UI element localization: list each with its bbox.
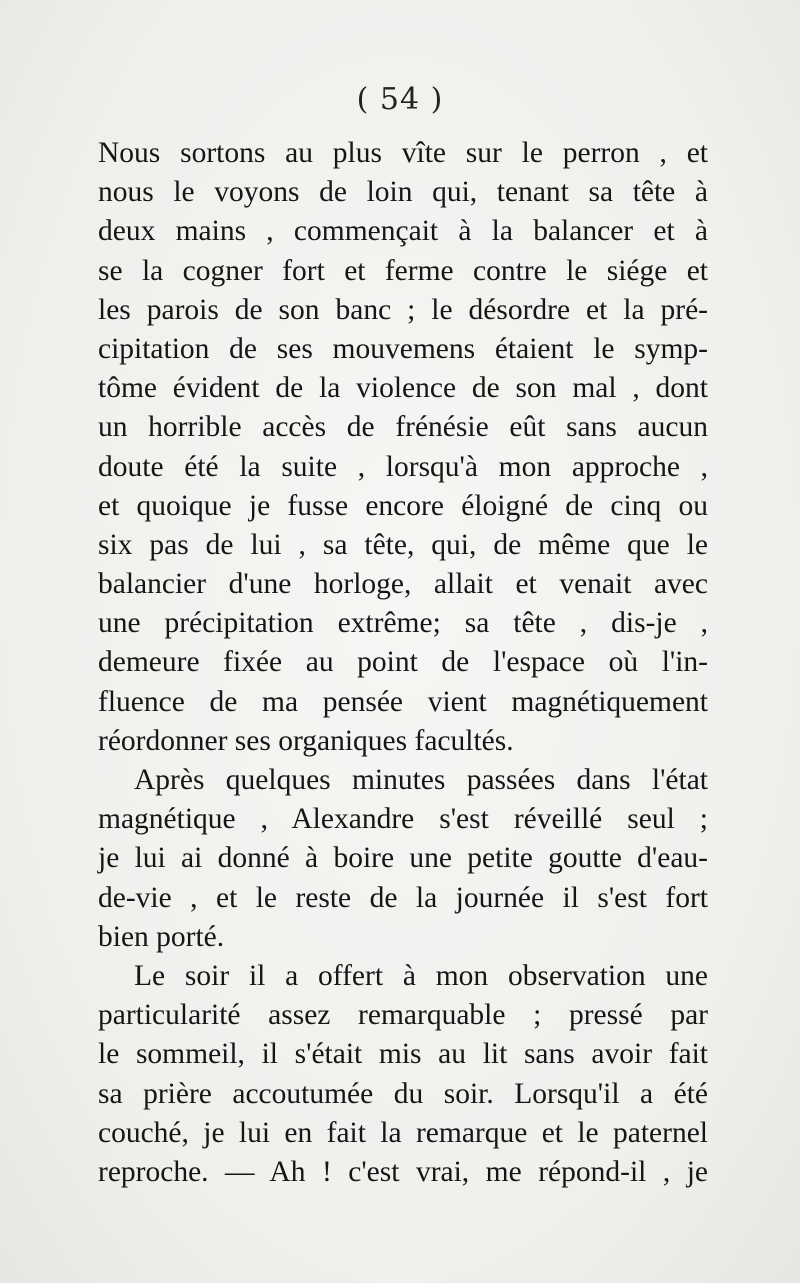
text-line: sa prière accoutumée du soir. Lorsqu'il a été [98,1077,708,1110]
text-line: balancier d'une horloge, allait et venait avec [98,568,708,601]
text-line: réordonner ses organiques facultés. [98,724,514,757]
text-line: reproche. — Ah ! c'est vrai, me répond-il , je [98,1155,708,1188]
text-line: Nous sortons au plus vîte sur le perron , et [98,137,708,169]
text-line: doute été la suite , lorsqu'à mon approche , [98,450,708,483]
text-line: le sommeil, il s'était mis au lit sans avoir fait [98,1038,708,1071]
text-line: et quoique je fusse encore éloigné de cinq ou [98,489,708,522]
text-line: six pas de lui , sa tête, qui, de même que le [98,528,708,561]
text-line: les parois de son banc ; le désordre et la pré- [98,293,708,326]
text-line: je lui ai donné à boire une petite goutte d'eau- [98,842,708,875]
text-line: bien porté. [98,920,225,953]
text-line: particularité assez remarquable ; pressé par [98,999,708,1032]
text-line: magnétique , Alexandre s'est réveillé seul ; [98,803,708,836]
text-line: se la cogner fort et ferme contre le siége et [98,254,708,287]
page-number: ( 54 ) [356,82,444,117]
text-line: tôme évident de la violence de son mal , dont [98,372,708,405]
text-line: fluence de ma pensée vient magnétiquement [98,685,708,718]
text-line: Après quelques minutes passées dans l'état [134,764,708,796]
text-line: Le soir il a offert à mon observation une [134,959,708,992]
text-line: une précipitation extrême; sa tête , dis-je , [98,607,708,640]
body-text [98,134,708,1192]
text-line: nous le voyons de loin qui, tenant sa tête à [98,176,708,209]
text-line: cipitation de ses mouvemens étaient le symp- [98,332,708,365]
text-line: couché, je lui en fait la remarque et le paternel [98,1116,708,1149]
text-line: un horrible accès de frénésie eût sans aucun [98,411,708,444]
text-line: deux mains , commençait à la balancer et à [98,215,708,248]
text-line: de-vie , et le reste de la journée il s'est fort [98,881,708,914]
text-line: demeure fixée au point de l'espace où l'in- [98,646,708,679]
